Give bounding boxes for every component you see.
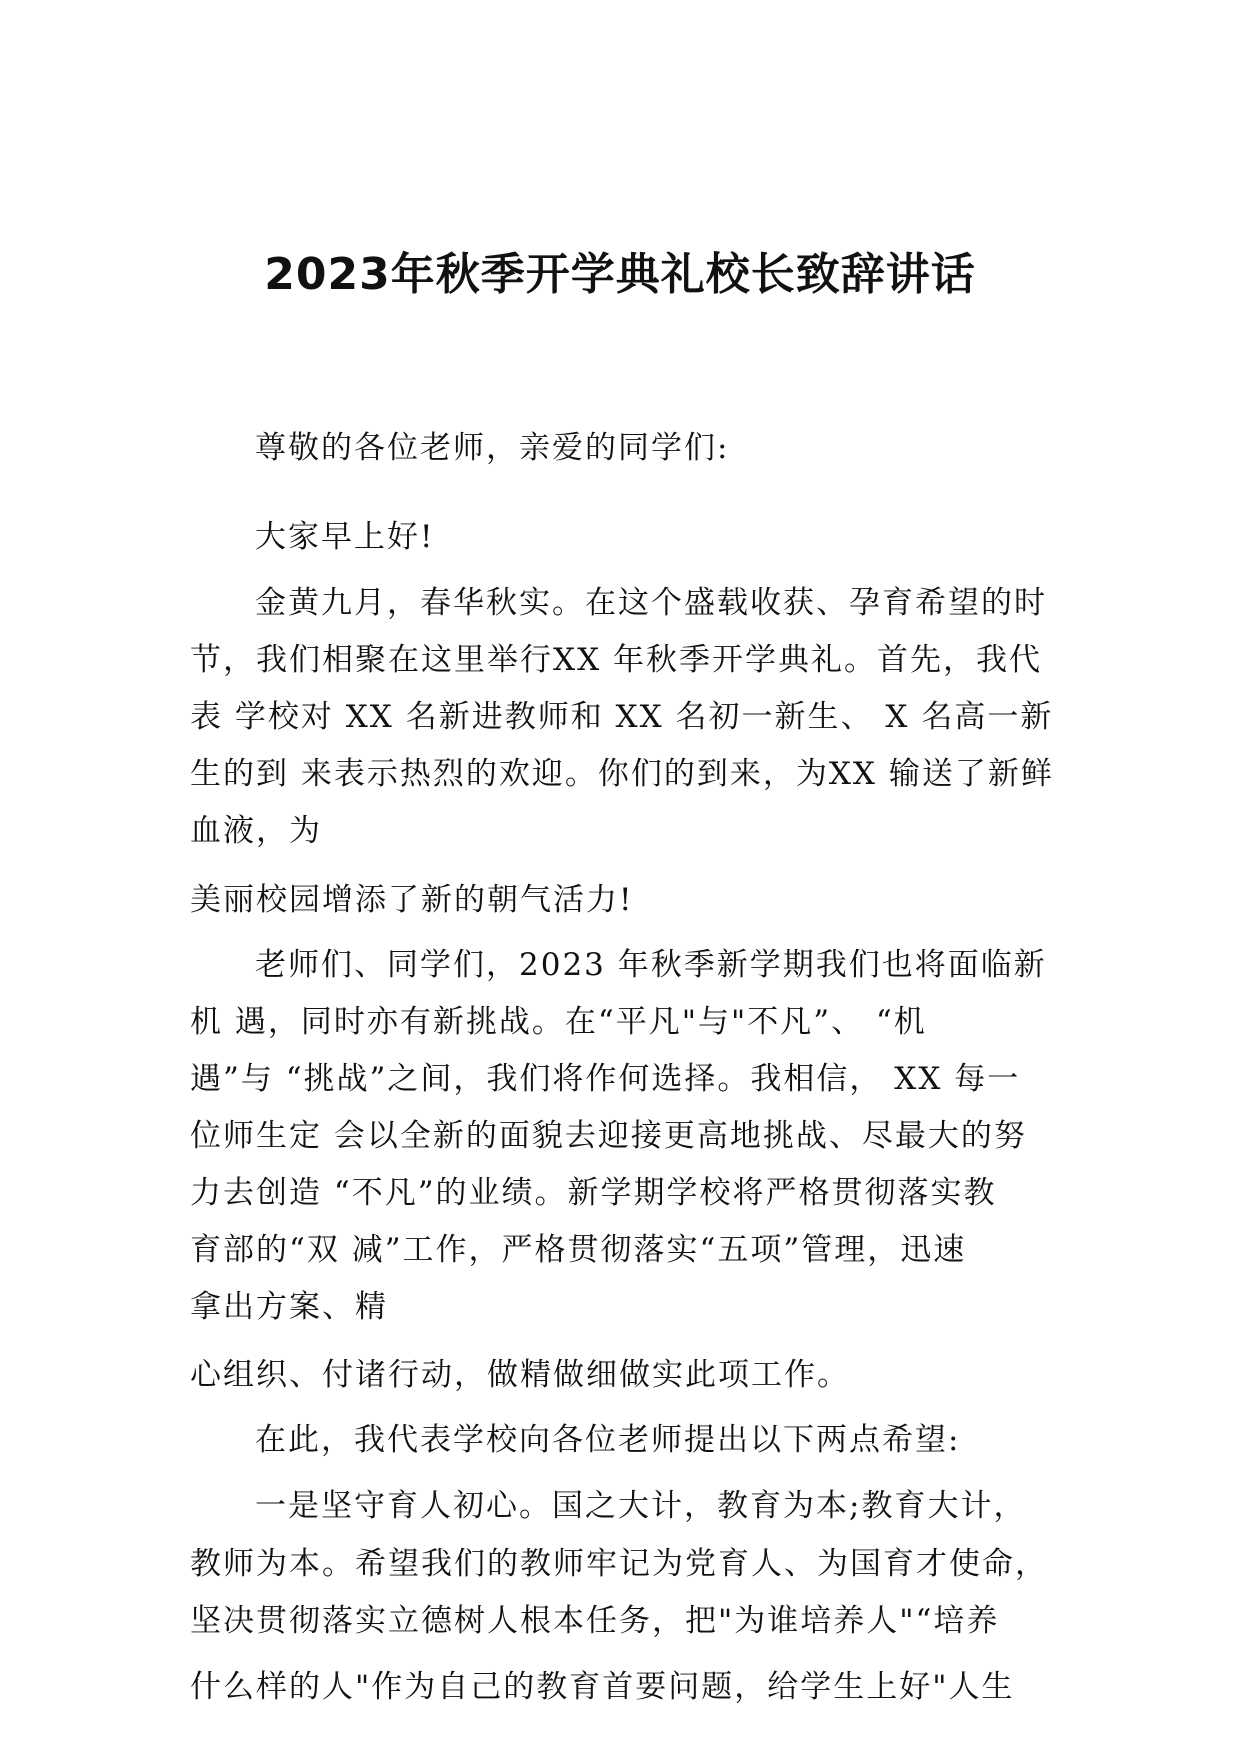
paragraph-line: 尊敬的各位老师，亲爱的同学们:: [255, 430, 730, 466]
paragraph-line: 机 遇，同时亦有新挑战。在“平凡"与"不凡”、 “机: [190, 1004, 927, 1040]
paragraph-line: 育部的“双 减”工作，严格贯彻落实“五项”管理，迅速: [190, 1232, 967, 1268]
paragraph-line: 老师们、同学们，2023 年秋季新学期我们也将面临新: [255, 947, 1047, 983]
paragraph-line: 位师生定 会以全新的面貌去迎接更高地挑战、尽最大的努: [190, 1118, 1027, 1154]
paragraph-line: 一是坚守育人初心。国之大计，教育为本;教育大计，: [255, 1488, 1027, 1524]
paragraph-line: 心组织、付诸行动，做精做细做实此项工作。: [190, 1357, 850, 1393]
paragraph-line: 在此，我代表学校向各位老师提出以下两点希望:: [255, 1422, 961, 1458]
paragraph-line: 金黄九月，春华秋实。在这个盛载收获、孕育希望的时: [255, 585, 1047, 621]
paragraph-line: 拿出方案、精: [190, 1289, 388, 1325]
paragraph-line: 美丽校园增添了新的朝气活力!: [190, 882, 634, 918]
paragraph-line: 表 学校对 XX 名新进教师和 XX 名初一新生、 X 名高一新: [190, 699, 1054, 735]
paragraph-line: 教师为本。希望我们的教师牢记为党育人、为国育才使命，: [190, 1546, 1048, 1582]
document-title: 2023年秋季开学典礼校长致辞讲话: [264, 249, 976, 300]
paragraph-line: 坚决贯彻落实立德树人根本任务，把"为谁培养人"“培养: [190, 1603, 1000, 1639]
paragraph-line: 大家早上好!: [255, 519, 435, 555]
paragraph-line: 生的到 来表示热烈的欢迎。你们的到来，为XX 输送了新鲜: [190, 756, 1054, 792]
paragraph-line: 节，我们相聚在这里举行XX 年秋季开学典礼。首先，我代: [190, 642, 1042, 678]
paragraph-line: 遇”与 “挑战”之间，我们将作何选择。我相信， XX 每一: [190, 1061, 1021, 1097]
paragraph-line: 力去创造 “不凡”的业绩。新学期学校将严格贯彻落实教: [190, 1175, 997, 1211]
paragraph-line: 血液，为: [190, 813, 322, 849]
paragraph-line: 什么样的人"作为自己的教育首要问题，给学生上好"人生: [190, 1669, 1015, 1705]
